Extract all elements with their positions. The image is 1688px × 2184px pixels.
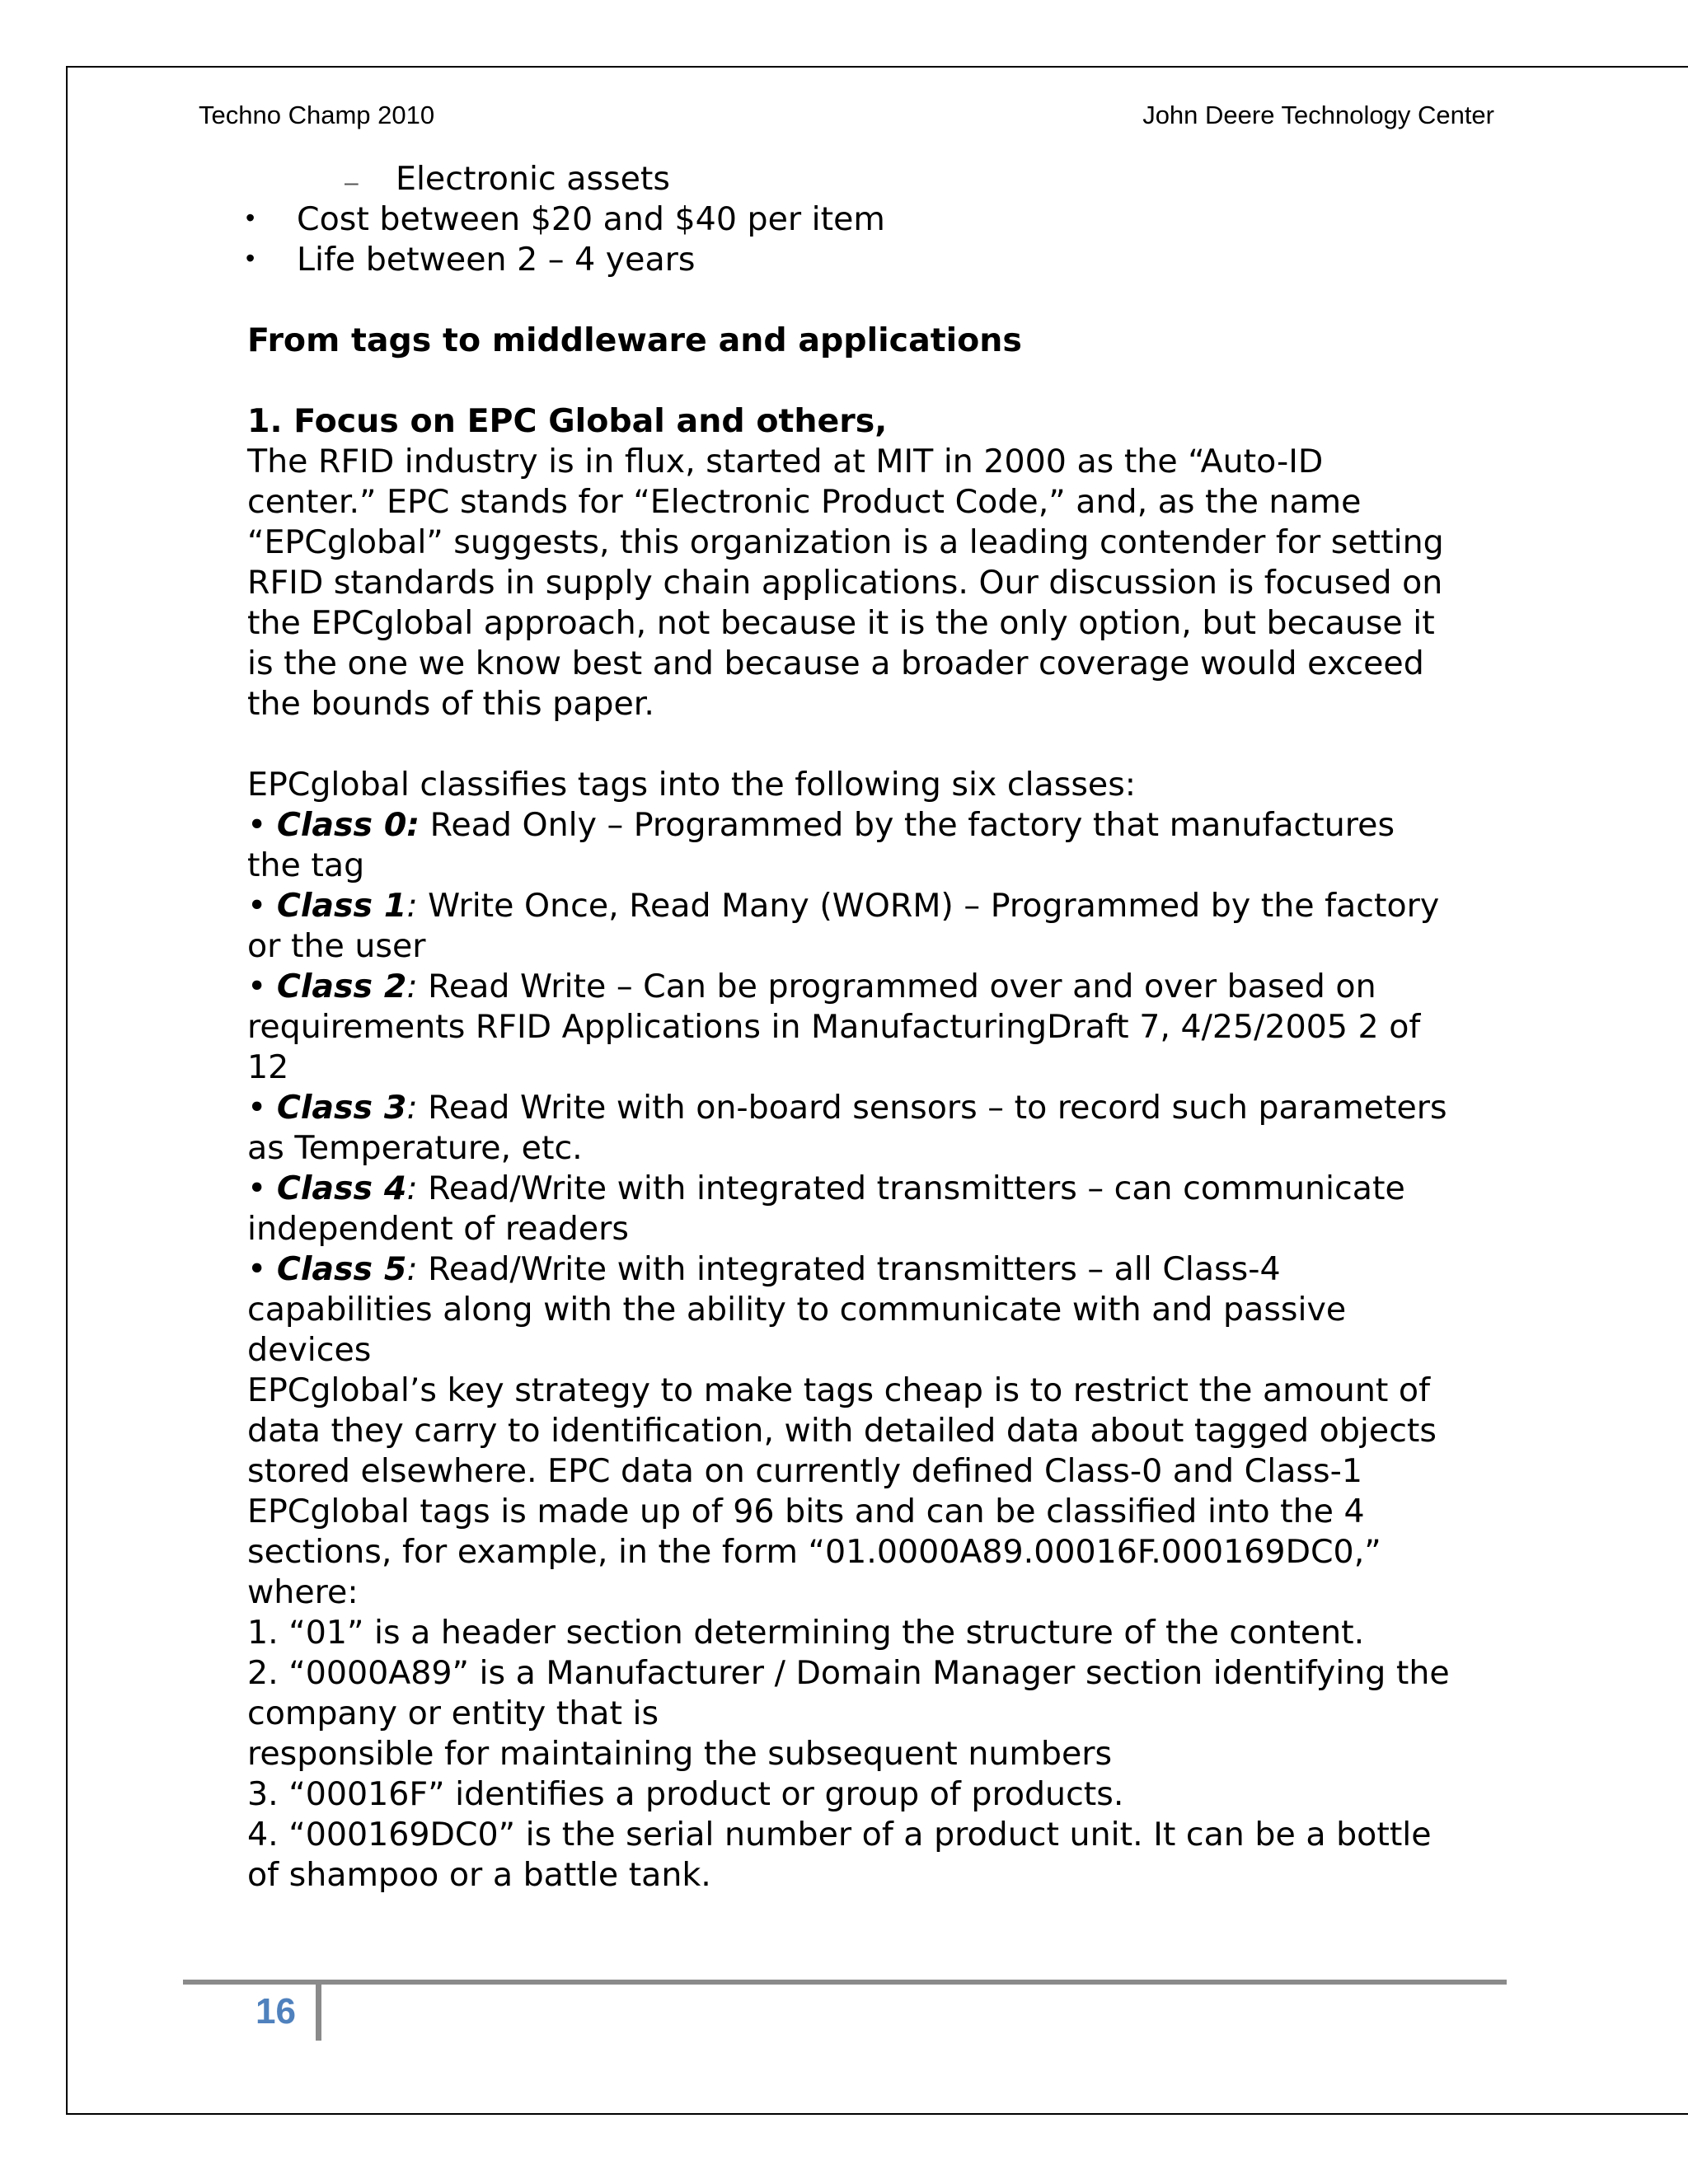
- text-line: the EPCglobal approach, not because it is the only option, but because it: [247, 604, 1435, 642]
- class-name: Class 4: [276, 1169, 407, 1207]
- class-list-item: [247, 1169, 1533, 1249]
- text-line: 4. “000169DC0” is the serial number of a product unit. It can be a bottle: [247, 1816, 1432, 1854]
- text-line: capabilities along with the ability to communicate with and passive: [247, 1291, 1347, 1329]
- class-name: Class 3: [276, 1089, 407, 1127]
- class-name: Class 0:: [276, 806, 420, 844]
- paragraph-epc-data: [247, 1371, 1533, 1896]
- bullet-marker: •: [247, 968, 277, 1005]
- class-colon: :: [406, 968, 418, 1005]
- class-line: [247, 1088, 1533, 1128]
- class-name: Class 2: [276, 968, 407, 1005]
- document-body: [247, 159, 1533, 1896]
- text-line: the tag: [247, 846, 365, 884]
- class-line: [247, 1169, 1533, 1209]
- class-name: Class 5: [276, 1250, 407, 1288]
- text-line: devices: [247, 1331, 372, 1369]
- class-list-item: [247, 886, 1533, 967]
- list-item: [247, 159, 1533, 199]
- text-line: 12: [247, 1048, 289, 1086]
- text-line: company or entity that is: [247, 1694, 659, 1732]
- text-line: 3. “00016F” identifies a product or group of products.: [247, 1775, 1124, 1813]
- text-line: where:: [247, 1573, 359, 1611]
- text-line: is the one we know best and because a broader coverage would exceed: [247, 644, 1424, 682]
- header-right-title: John Deere Technology Center: [1142, 101, 1494, 129]
- list-item-text: Cost between $20 and $40 per item: [297, 200, 885, 238]
- text-line: the bounds of this paper.: [247, 685, 654, 723]
- class-list-item: [247, 1088, 1533, 1169]
- class-name: Class 1: [276, 887, 407, 925]
- classes-intro: EPCglobal classifies tags into the following six classes:: [247, 766, 1137, 804]
- class-colon: :: [406, 887, 418, 925]
- text-line: RFID standards in supply chain applications. Our discussion is focused on: [247, 564, 1443, 602]
- footer-rule: [183, 1980, 1507, 1985]
- class-list-item: [247, 967, 1533, 1088]
- class-colon: :: [406, 1250, 418, 1288]
- list-item: [247, 240, 1533, 280]
- text-line: EPCglobal’s key strategy to make tags cheap is to restrict the amount of: [247, 1371, 1430, 1409]
- list-item-text: Electronic assets: [396, 160, 670, 198]
- text-line: data they carry to identification, with detailed data about tagged objects: [247, 1412, 1437, 1450]
- class-line: [247, 1249, 1533, 1290]
- text-line: center.” EPC stands for “Electronic Product Code,” and, as the name: [247, 483, 1362, 521]
- text-line: stored elsewhere. EPC data on currently defined Class-0 and Class-1: [247, 1452, 1362, 1490]
- bullet-marker: •: [246, 243, 256, 273]
- class-list-item: [247, 1249, 1533, 1371]
- subheading: 1. Focus on EPC Global and others,: [247, 402, 888, 440]
- footer-divider-tick: [316, 1980, 321, 2041]
- class-line: [247, 886, 1533, 926]
- class-line: [247, 805, 1533, 846]
- text-line: responsible for maintaining the subsequent numbers: [247, 1735, 1113, 1773]
- bullet-marker: •: [247, 1169, 277, 1207]
- class-description: Read/Write with integrated transmitters – all Class-4: [417, 1250, 1281, 1288]
- text-line: independent of readers: [247, 1210, 629, 1248]
- text-line: requirements RFID Applications in ManufacturingDraft 7, 4/25/2005 2 of: [247, 1008, 1421, 1046]
- text-line: as Temperature, etc.: [247, 1129, 583, 1167]
- text-line: 1. “01” is a header section determining the structure of the content.: [247, 1614, 1365, 1652]
- text-line: or the user: [247, 927, 426, 965]
- class-description: Read/Write with integrated transmitters – can communicate: [417, 1169, 1405, 1207]
- class-description: Read Write with on-board sensors – to record such parameters: [417, 1089, 1447, 1127]
- bullet-marker: •: [246, 203, 256, 232]
- class-colon: :: [406, 1169, 418, 1207]
- class-description: Write Once, Read Many (WORM) – Programmed by the factory: [417, 887, 1440, 925]
- paragraph-epc-intro: [247, 442, 1533, 724]
- list-item: [247, 199, 1533, 240]
- class-description: Read Write – Can be programmed over and over based on: [417, 968, 1376, 1005]
- section-heading: From tags to middleware and applications: [247, 321, 1022, 359]
- text-line: of shampoo or a battle tank.: [247, 1856, 711, 1894]
- class-colon: :: [406, 1089, 418, 1127]
- class-list-item: [247, 805, 1533, 886]
- text-line: The RFID industry is in flux, started at MIT in 2000 as the “Auto-ID: [247, 443, 1324, 480]
- bullet-marker: •: [247, 1089, 277, 1127]
- header-left-title: Techno Champ 2010: [199, 101, 435, 129]
- dash-marker: –: [345, 169, 359, 196]
- page-number: 16: [256, 1991, 296, 2032]
- text-line: “EPCglobal” suggests, this organization is a leading contender for setting: [247, 523, 1444, 561]
- bullet-marker: •: [247, 887, 277, 925]
- bullet-marker: •: [247, 1250, 277, 1288]
- class-description: Read Only – Programmed by the factory that manufactures: [420, 806, 1395, 844]
- bullet-marker: •: [247, 806, 277, 844]
- list-item-text: Life between 2 – 4 years: [297, 241, 696, 279]
- text-line: EPCglobal tags is made up of 96 bits and can be classified into the 4: [247, 1493, 1365, 1530]
- classes-list: [247, 805, 1533, 1371]
- text-line: sections, for example, in the form “01.0000A89.00016F.000169DC0,”: [247, 1533, 1381, 1571]
- class-line: [247, 967, 1533, 1007]
- text-line: 2. “0000A89” is a Manufacturer / Domain Manager section identifying the: [247, 1654, 1450, 1692]
